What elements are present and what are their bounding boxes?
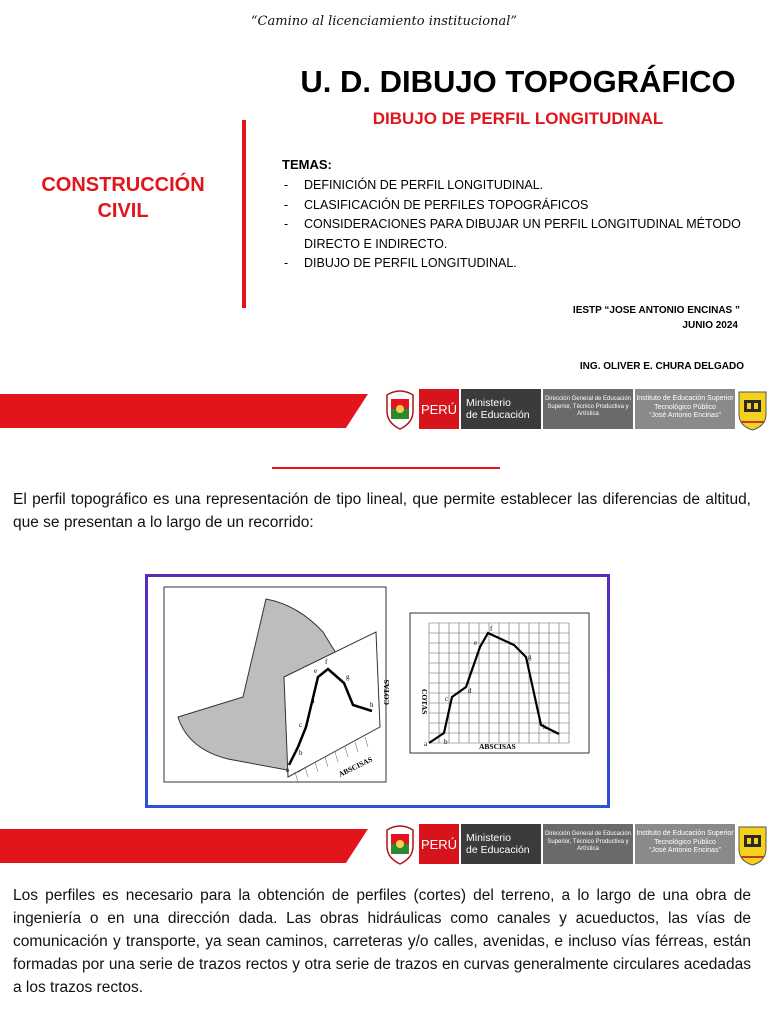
peru-label: PERÚ	[419, 824, 459, 864]
peru-coat-of-arms-icon	[383, 824, 417, 866]
point-label: c	[299, 721, 303, 729]
vertical-divider	[242, 120, 246, 308]
abscisas-axis-label: ABSCISAS	[336, 754, 374, 779]
instituto-line-1: Instituto de Educación Superior	[636, 395, 734, 402]
ministerio-line-2: de Educación	[466, 844, 530, 856]
intro-paragraph: El perfil topográfico es una representación de tipo lineal, que permite establecer las diferencias de altitud, que se presentan a lo largo de un recorrido:	[13, 491, 751, 531]
cotas-axis-label: COTAS	[382, 679, 391, 705]
direccion-line-2: Superior, Técnico Productiva y	[547, 838, 629, 845]
temas-item: - DEFINICIÓN DE PERFIL LONGITUDINAL.	[284, 178, 544, 192]
temas-item: - CLASIFICACIÓN DE PERFILES TOPOGRÁFICOS	[284, 197, 589, 212]
profile-line	[429, 633, 559, 743]
ministerio-label	[461, 389, 541, 429]
ministerio-line-1: Ministerio	[466, 397, 511, 409]
point-label: g	[346, 673, 350, 681]
point-label: e	[474, 639, 478, 647]
point-label: e	[314, 667, 318, 675]
direccion-label	[543, 824, 633, 864]
point-label: d	[311, 697, 315, 705]
temas-item-text: CLASIFICACIÓN DE PERFILES TOPOGRÁFICOS	[304, 197, 589, 212]
temas-item: - DIBUJO DE PERFIL LONGITUDINAL.	[284, 256, 517, 270]
institution-banner	[0, 821, 768, 871]
peru-label: PERÚ	[419, 389, 459, 429]
temas-item-text: CONSIDERACIONES PARA DIBUJAR UN PERFIL LONGITUDINAL MÉTODO DIRECTO E INDIRECTO.	[304, 217, 741, 251]
instituto-line-3: “José Antonio Encinas”	[649, 847, 721, 854]
point-label: f	[325, 658, 328, 666]
point-label: g	[528, 653, 532, 661]
career-line-1: CONSTRUCCIÓN	[41, 174, 205, 196]
document-date: JUNIO 2024	[682, 320, 738, 331]
temas-list	[282, 176, 768, 274]
point-label: b	[299, 749, 303, 757]
cotas-axis-label: COTAS	[420, 689, 429, 715]
author-name: ING. OLIVER E. CHURA DELGADO	[579, 361, 744, 372]
ministerio-label	[461, 824, 541, 864]
point-label: h	[543, 723, 547, 731]
temas-item-text: DIBUJO DE PERFIL LONGITUDINAL.	[304, 256, 517, 270]
ministerio-line-2: de Educación	[466, 409, 530, 421]
red-band	[0, 394, 368, 428]
instituto-line-2: Tecnológico Público	[654, 403, 716, 411]
direccion-line-2: Superior, Técnico Productiva y	[547, 403, 629, 410]
career-name	[10, 172, 236, 224]
instituto-label	[635, 824, 735, 864]
page-title: U. D. DIBUJO TOPOGRÁFICO	[300, 64, 736, 99]
direccion-label	[543, 389, 633, 429]
temas-item: - CONSIDERACIONES PARA DIBUJAR UN PERFIL LONGITUDINAL MÉTODO DIRECTO E INDIRECTO.	[284, 217, 741, 251]
page-subtitle: DIBUJO DE PERFIL LONGITUDINAL	[372, 109, 664, 128]
point-label: f	[490, 625, 493, 633]
point-label: b	[444, 738, 448, 746]
institution-banner	[0, 386, 768, 436]
peru-coat-of-arms-icon	[383, 389, 417, 431]
body-paragraph: Los perfiles es necesario para la obtención de perfiles (cortes) del terreno, a lo largo de una obra de ingeniería o en una dirección dada. Las obras hidráulicas como canales y acueductos, las vías de comunicación y transporte, ya sean caminos, carreteras y/o calles, avenidas, e incluso vías férreas, están formadas por una serie de trazos rectos y otra serie de trazos en curvas generalmente circulares acedadas a los trazos rectos.	[13, 887, 751, 996]
direccion-line-1: Dirección General de Educación	[544, 831, 632, 837]
abscisas-axis-label: ABSCISAS	[479, 742, 516, 751]
instituto-line-3: “José Antonio Encinas”	[649, 412, 721, 419]
profile-grid	[429, 623, 569, 743]
temas-item-text: DEFINICIÓN DE PERFIL LONGITUDINAL.	[304, 178, 544, 192]
profile-illustration	[148, 577, 607, 805]
point-label: a	[424, 740, 428, 748]
point-label: a	[286, 766, 290, 774]
institute-crest-icon	[737, 388, 768, 432]
temas-heading: TEMAS:	[282, 157, 332, 172]
instituto-line-1: Instituto de Educación Superior	[636, 830, 734, 837]
profile-figure	[145, 574, 610, 808]
direccion-line-1: Dirección General de Educación	[544, 396, 632, 402]
instituto-line-2: Tecnológico Público	[654, 838, 716, 846]
red-band	[0, 829, 368, 863]
direccion-line-3: Artística	[577, 846, 599, 852]
institution-name: IESTP “JOSE ANTONIO ENCINAS ”	[572, 305, 740, 316]
instituto-label	[635, 389, 735, 429]
point-label: c	[445, 695, 449, 703]
institute-crest-icon	[737, 823, 768, 867]
direccion-line-3: Artística	[577, 411, 599, 417]
point-label: d	[468, 687, 472, 695]
career-line-2: CIVIL	[97, 200, 149, 222]
section-divider	[272, 467, 500, 469]
point-label: h	[370, 701, 374, 709]
ministerio-line-1: Ministerio	[466, 832, 511, 844]
motto: “Camino al licenciamiento institucional”	[250, 14, 518, 29]
